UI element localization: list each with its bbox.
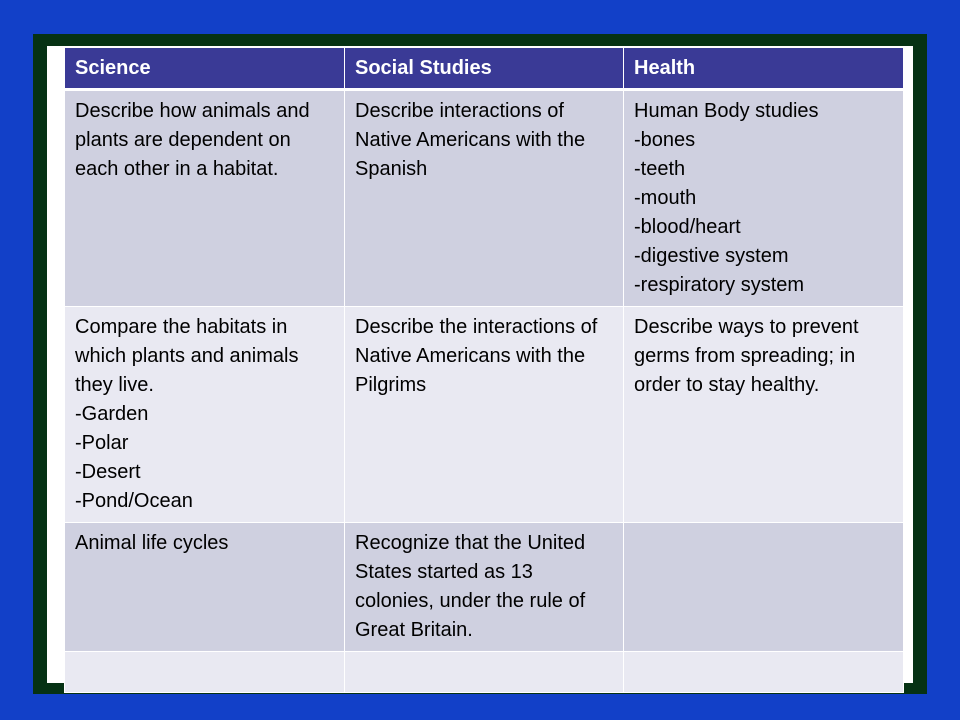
table-cell: Describe ways to prevent germs from spreading; in order to stay healthy. — [624, 307, 904, 523]
table-cell — [624, 523, 904, 652]
header-science: Science — [65, 48, 345, 90]
header-health: Health — [624, 48, 904, 90]
table-cell — [65, 652, 345, 693]
table-row — [65, 523, 904, 652]
table-row — [65, 90, 904, 307]
table-cell — [345, 652, 624, 693]
table-cell: Compare the habitats in which plants and animals they live. -Garden -Polar -Desert -Pond/Ocean — [65, 307, 345, 523]
curriculum-table — [64, 47, 904, 693]
table-cell: Describe interactions of Native Americans with the Spanish — [345, 90, 624, 307]
table-cell: Human Body studies -bones -teeth -mouth -blood/heart -digestive system -respiratory system — [624, 90, 904, 307]
table-cell — [624, 652, 904, 693]
table-cell: Describe the interactions of Native Americans with the Pilgrims — [345, 307, 624, 523]
table-row — [65, 307, 904, 523]
table-header-row — [65, 48, 904, 90]
header-social-studies: Social Studies — [345, 48, 624, 90]
table-row — [65, 652, 904, 693]
table-cell: Recognize that the United States started as 13 colonies, under the rule of Great Britain. — [345, 523, 624, 652]
table-cell: Animal life cycles — [65, 523, 345, 652]
table-cell: Describe how animals and plants are dependent on each other in a habitat. — [65, 90, 345, 307]
